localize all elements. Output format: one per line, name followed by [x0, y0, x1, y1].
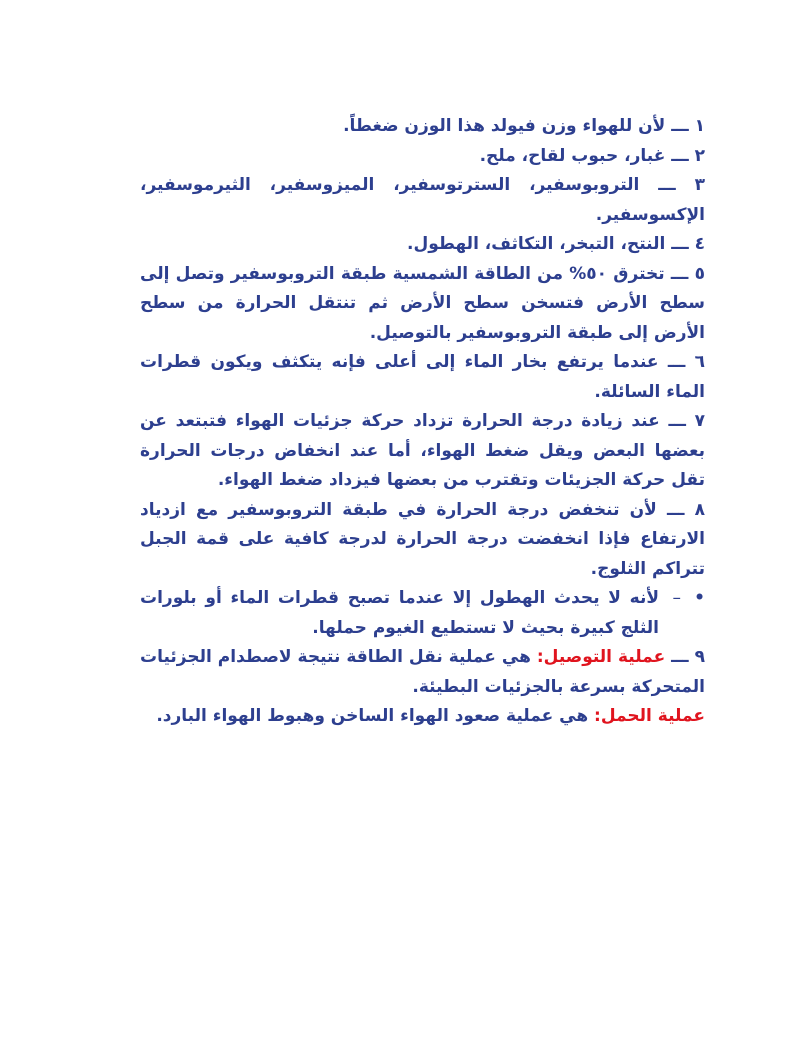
- answers-page: [140, 112, 705, 732]
- convection-definition: [140, 702, 705, 732]
- answer-separator: ـــ: [671, 234, 689, 254]
- answer-8: [140, 496, 705, 585]
- term-conduction: عملية التوصيل:: [536, 647, 666, 667]
- answer-7: [140, 407, 705, 496]
- answer-number: ٩: [694, 647, 705, 667]
- answer-4: [140, 230, 705, 260]
- answer-text: لأن للهواء وزن فيولد هذا الوزن ضغطاً.: [343, 116, 666, 136]
- bullet-text: لأنه لا يحدث الهطول إلا عندما تصبح قطرات الماء أو بلورات الثلج كبيرة بحيث لا تستطيع الغيوم حملها.: [140, 588, 659, 638]
- answer-6: [140, 348, 705, 407]
- answer-text: لأن تنخفض درجة الحرارة في طبقة التروبوسفير مع ازدياد الارتفاع فإذا انخفضت درجة الحرارة لدرجة كافية على قمة الجبل تتراكم الثلوج.: [140, 499, 705, 579]
- answer-text: تخترق ٥٠% من الطاقة الشمسية طبقة التروبوسفير وتصل إلى سطح الأرض فتسخن سطح الأرض ثم تنتقل الحرارة من سطح الأرض إلى طبقة التروبوسفير بالتوصيل.: [140, 263, 705, 343]
- answer-separator: ـــ: [658, 175, 676, 195]
- answer-separator: ـــ: [671, 647, 689, 667]
- answer-number: ٢: [694, 145, 705, 166]
- answer-separator: ـــ: [671, 116, 689, 136]
- answer-separator: ـــ: [667, 499, 685, 520]
- answer-text: غبار، حبوب لقاح، ملح.: [479, 145, 666, 166]
- definition-convection: هي عملية صعود الهواء الساخن وهبوط الهواء البارد.: [156, 706, 589, 726]
- answer-text: عندما يرتفع بخار الماء إلى أعلى فإنه يتكثف ويكون قطرات الماء السائلة.: [140, 352, 705, 402]
- answer-number: ٤: [694, 234, 705, 254]
- answer-9: [140, 643, 705, 702]
- answer-2: [140, 142, 705, 172]
- answer-number: ٥: [694, 263, 706, 284]
- bullet-answer: [140, 584, 705, 643]
- answer-separator: ـــ: [671, 145, 689, 166]
- definition-conduction: هي عملية نقل الطاقة نتيجة لاصطدام الجزئيات المتحركة بسرعة بالجزئيات البطيئة.: [140, 647, 705, 697]
- answer-separator: ـــ: [670, 263, 689, 284]
- bullet-dash: –: [672, 588, 681, 608]
- answer-5: [140, 260, 705, 349]
- answer-separator: ـــ: [667, 352, 686, 372]
- answer-number: ٣: [694, 175, 705, 195]
- answer-text: النتح، التبخر، التكاثف، الهطول.: [407, 234, 666, 254]
- answer-separator: ـــ: [668, 411, 686, 431]
- answer-number: ١: [694, 116, 705, 136]
- answer-1: [140, 112, 705, 142]
- bullet-dot-icon: •: [694, 588, 705, 608]
- answer-3: [140, 171, 705, 230]
- answer-number: ٨: [694, 499, 706, 520]
- answer-number: ٧: [694, 411, 706, 431]
- answer-number: ٦: [694, 352, 705, 372]
- answer-text: عند زيادة درجة الحرارة تزداد حركة جزئيات الهواء فتبتعد عن بعضها البعض ويقل ضغط الهواء، أما عند انخفاض درجات الحرارة تقل حركة الجزيئات وتقترب من بعضها فيزداد ضغط الهواء.: [140, 411, 705, 490]
- answer-text: التروبوسفير، السترتوسفير، الميزوسفير، الثيرموسفير، الإكسوسفير.: [140, 175, 705, 225]
- term-convection: عملية الحمل:: [594, 706, 705, 726]
